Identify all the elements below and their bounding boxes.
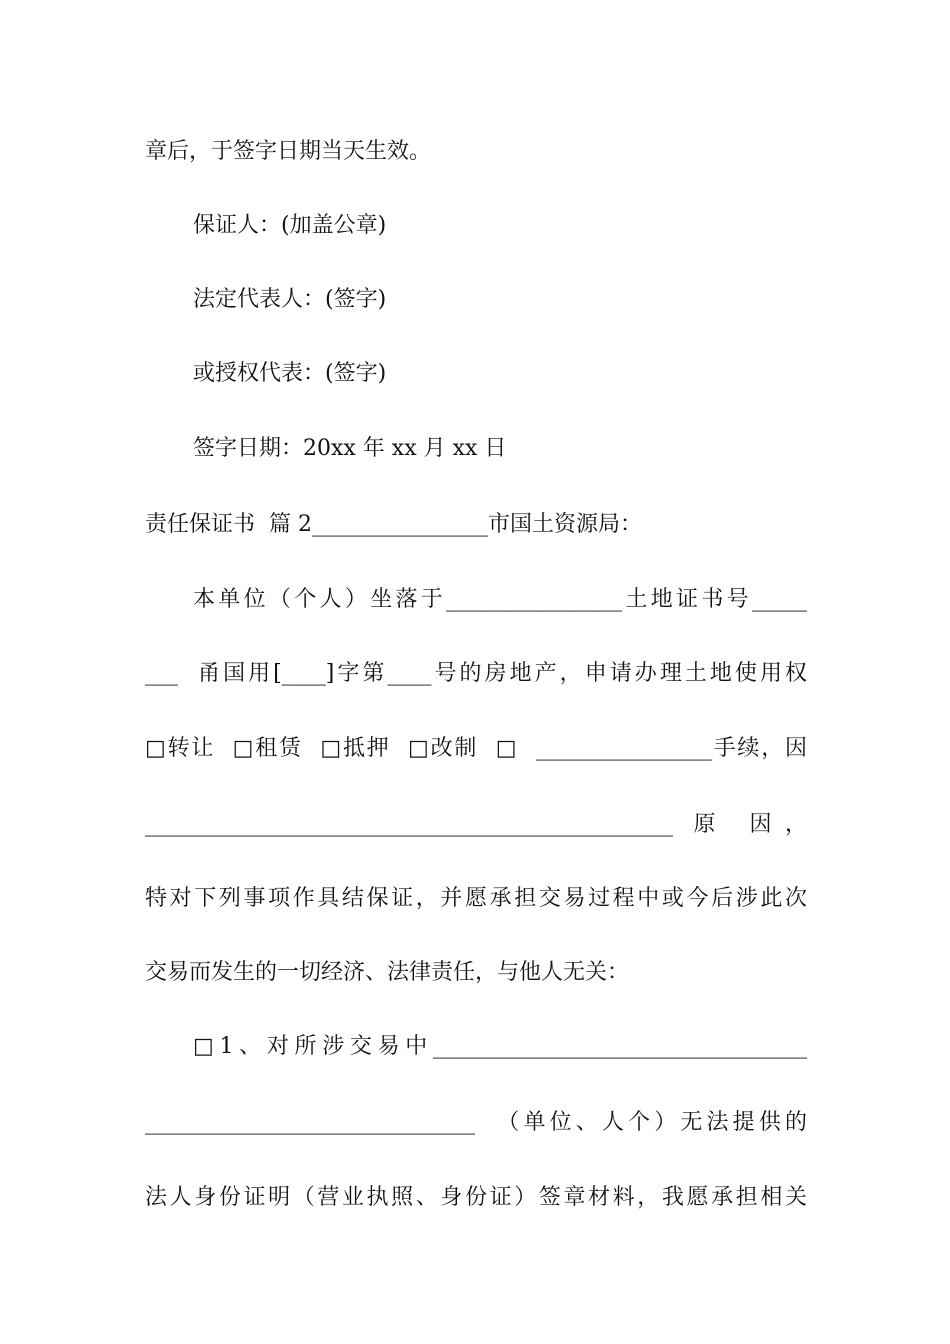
legal-representative-line: 法定代表人：(签字) [193, 287, 387, 312]
paragraph-line: ___ 甬国用[____]字第____号的房地产，申请办理土地使用权 [145, 661, 807, 686]
signature-date-line: 签字日期：20xx 年 xx 月 xx 日 [193, 436, 507, 461]
guarantor-line: 保证人：(加盖公章) [193, 213, 387, 238]
paragraph-line: 章后，于签字日期当天生效。 [145, 139, 432, 164]
section-heading-line: 责任保证书 篇 2________________市国土资源局： [145, 512, 642, 537]
paragraph-line: 法人身份证明（营业执照、身份证）签章材料，我愿承担相关 [145, 1185, 807, 1210]
paragraph-line: ________________________________________________ 原 因， [145, 812, 807, 837]
paragraph-line: ______________________________ （单位、人个）无法提供的 [145, 1110, 807, 1135]
checkbox-item-line: □1、对所涉交易中__________________________________ [193, 1034, 807, 1059]
paragraph-line: 特对下列事项作具结保证，并愿承担交易过程中或今后涉此次 [145, 886, 807, 911]
authorized-representative-line: 或授权代表：(签字) [193, 361, 387, 386]
paragraph-line: 本单位（个人）坐落于________________土地证书号_____ [193, 587, 807, 612]
checkbox-options-line: □转让 □租赁 □抵押 □改制 □ ________________手续，因 [145, 736, 807, 761]
paragraph-line: 交易而发生的一切经济、法律责任，与他人无关： [145, 960, 630, 985]
